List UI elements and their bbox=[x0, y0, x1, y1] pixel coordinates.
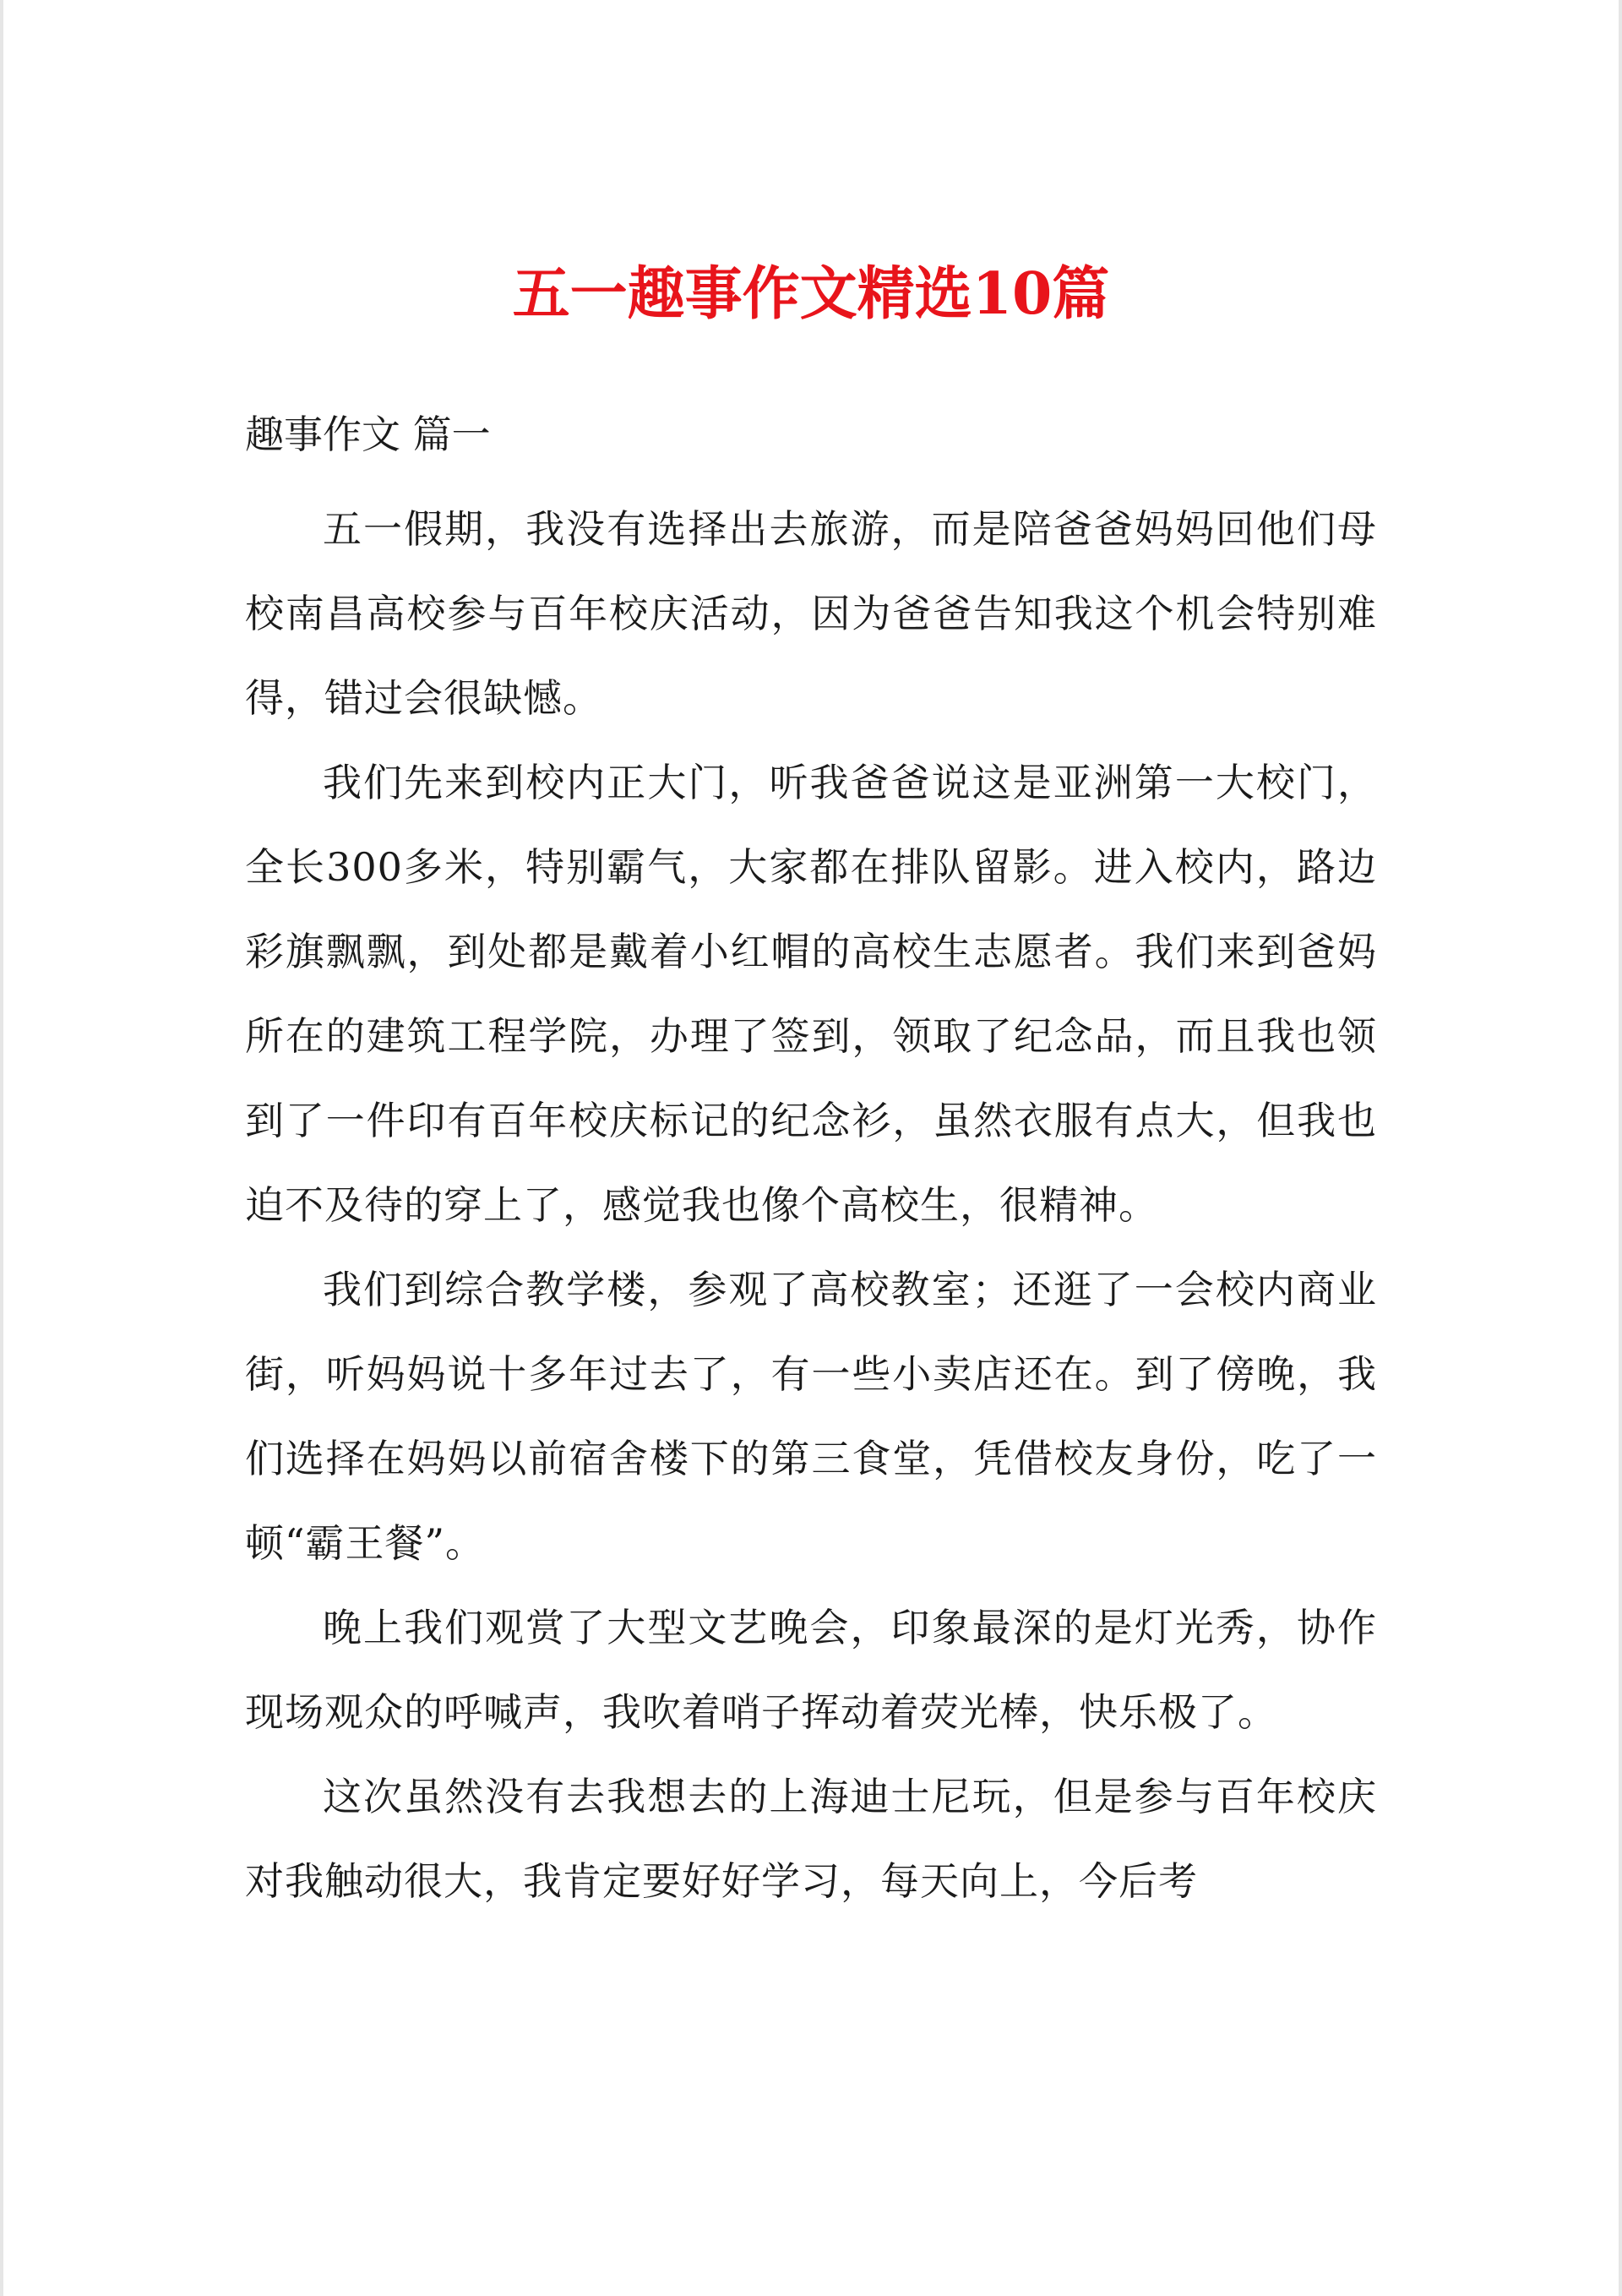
paragraph: 五一假期，我没有选择出去旅游，而是陪爸爸妈妈回他们母校南昌高校参与百年校庆活动，因为爸爸告知我这个机会特别难得，错过会很缺憾。 bbox=[245, 506, 1377, 721]
paragraph: 我们先来到校内正大门，听我爸爸说这是亚洲第一大校门，全长300多米，特别霸气，大家都在排队留影。进入校内，路边彩旗飘飘，到处都是戴着小红帽的高校生志愿者。我们来到爸妈所在的建筑工程学院，办理了签到，领取了纪念品，而且我也领到了一件印有百年校庆标记的纪念衫，虽然衣服有点大，但我也迫不及待的穿上了，感觉我也像个高校生，很精神。 bbox=[245, 760, 1377, 1228]
page-edge-right bbox=[1619, 0, 1622, 2296]
section-label: 趣事作文 篇一 bbox=[245, 412, 491, 457]
document-title: 五一趣事作文精选10篇 bbox=[512, 260, 1110, 328]
paragraph: 我们到综合教学楼，参观了高校教室；还逛了一会校内商业街，听妈妈说十多年过去了，有一些小卖店还在。到了傍晚，我们选择在妈妈以前宿舍楼下的第三食堂，凭借校友身份，吃了一顿“霸王餐”。 bbox=[245, 1267, 1377, 1566]
page-edge-left bbox=[0, 0, 3, 2296]
paragraph: 晚上我们观赏了大型文艺晚会，印象最深的是灯光秀，协作现场观众的呼喊声，我吹着哨子挥动着荧光棒，快乐极了。 bbox=[245, 1605, 1377, 1735]
paragraph: 这次虽然没有去我想去的上海迪士尼玩，但是参与百年校庆对我触动很大，我肯定要好好学习，每天向上，今后考 bbox=[245, 1774, 1377, 1904]
article-body bbox=[245, 487, 1377, 1923]
